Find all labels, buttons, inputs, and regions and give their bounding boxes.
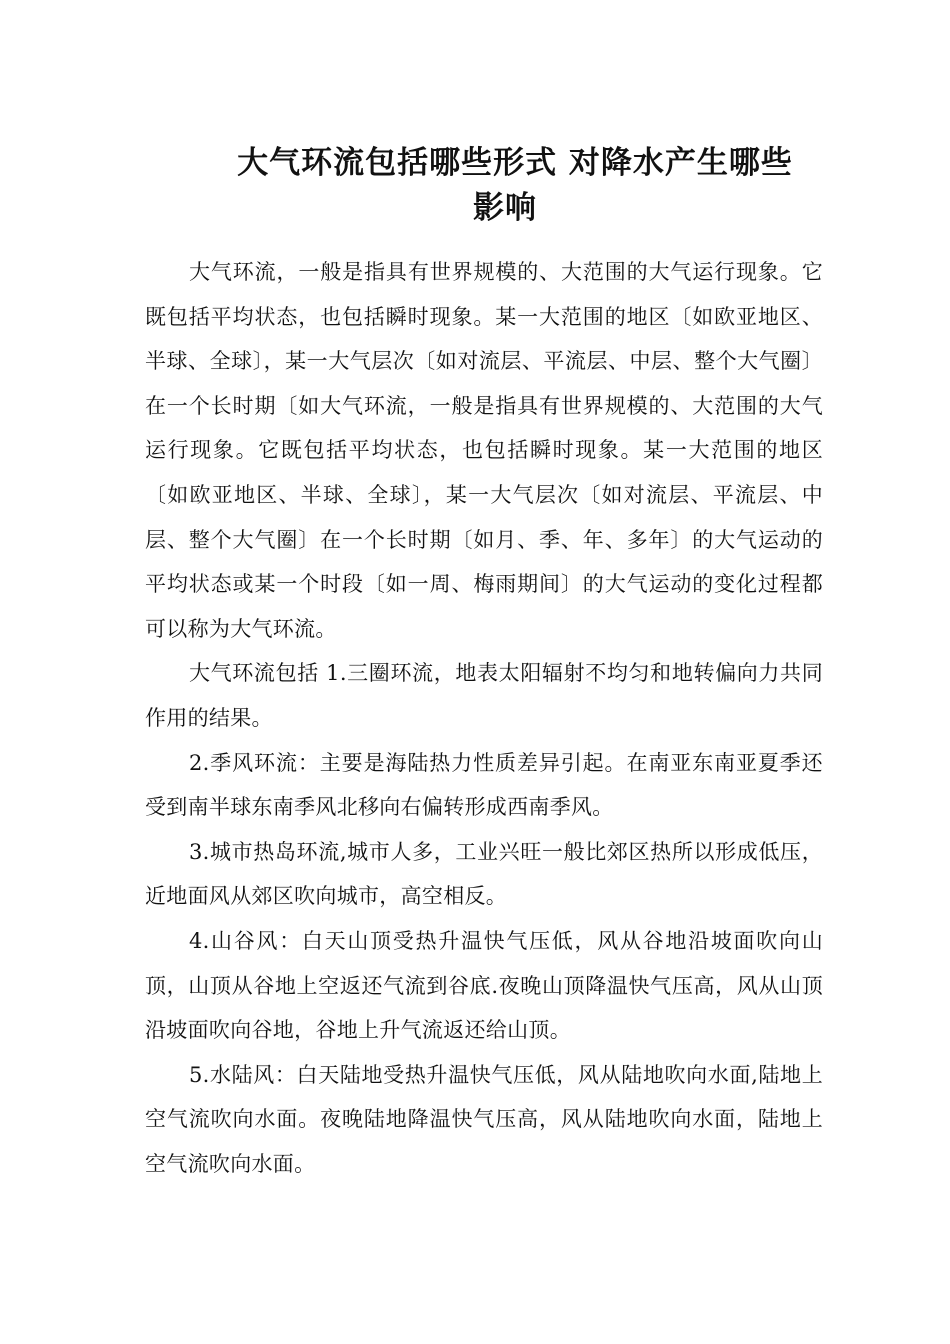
paragraph-mountain-valley-wind: 4.山谷风：白天山顶受热升温快气压低，风从谷地沿坡面吹向山顶，山顶从谷地上空返还气流到谷底.夜晚山顶降温快气压高，风从山顶沿坡面吹向谷地，谷地上升气流返还给山顶。	[145, 928, 823, 1043]
paragraph-monsoon-circulation: 2.季风环流：主要是海陆热力性质差异引起。在南亚东南亚夏季还受到南半球东南季风北移向右偏转形成西南季风。	[145, 750, 823, 820]
paragraph-three-cell-circulation: 大气环流包括 1.三圈环流，地表太阳辐射不均匀和地转偏向力共同作用的结果。	[145, 661, 823, 730]
paragraph-land-sea-breeze: 5.水陆风：白天陆地受热升温快气压低，风从陆地吹向水面,陆地上空气流吹向水面。夜晚陆地降温快气压高，风从陆地吹向水面，陆地上空气流吹向水面。	[145, 1062, 823, 1176]
document-title-line-2: 影响	[473, 190, 537, 226]
document-title-line-1: 大气环流包括哪些形式 对降水产生哪些	[237, 144, 793, 181]
paragraph-urban-heat-island: 3.城市热岛环流,城市人多，工业兴旺一般比郊区热所以形成低压，近地面风从郊区吹向城市，高空相反。	[145, 839, 823, 909]
document-body	[145, 250, 823, 1186]
paragraph-intro: 大气环流，一般是指具有世界规模的、大范围的大气运行现象。它既包括平均状态，也包括瞬时现象。某一大范围的地区〔如欧亚地区、半球、全球〕，某一大气层次〔如对流层、平流层、中层、整个大气圈〕在一个长时期〔如大气环流，一般是指具有世界规模的、大范围的大气运行现象。它既包括平均状态，也包括瞬时现象。某一大范围的地区〔如欧亚地区、半球、全球〕，某一大气层次〔如对流层、平流层、中层、整个大气圈〕在一个长时期〔如月、季、年、多年〕的大气运动的平均状态或某一个时段〔如一周、梅雨期间〕的大气运动的变化过程都可以称为大气环流。	[145, 260, 823, 641]
